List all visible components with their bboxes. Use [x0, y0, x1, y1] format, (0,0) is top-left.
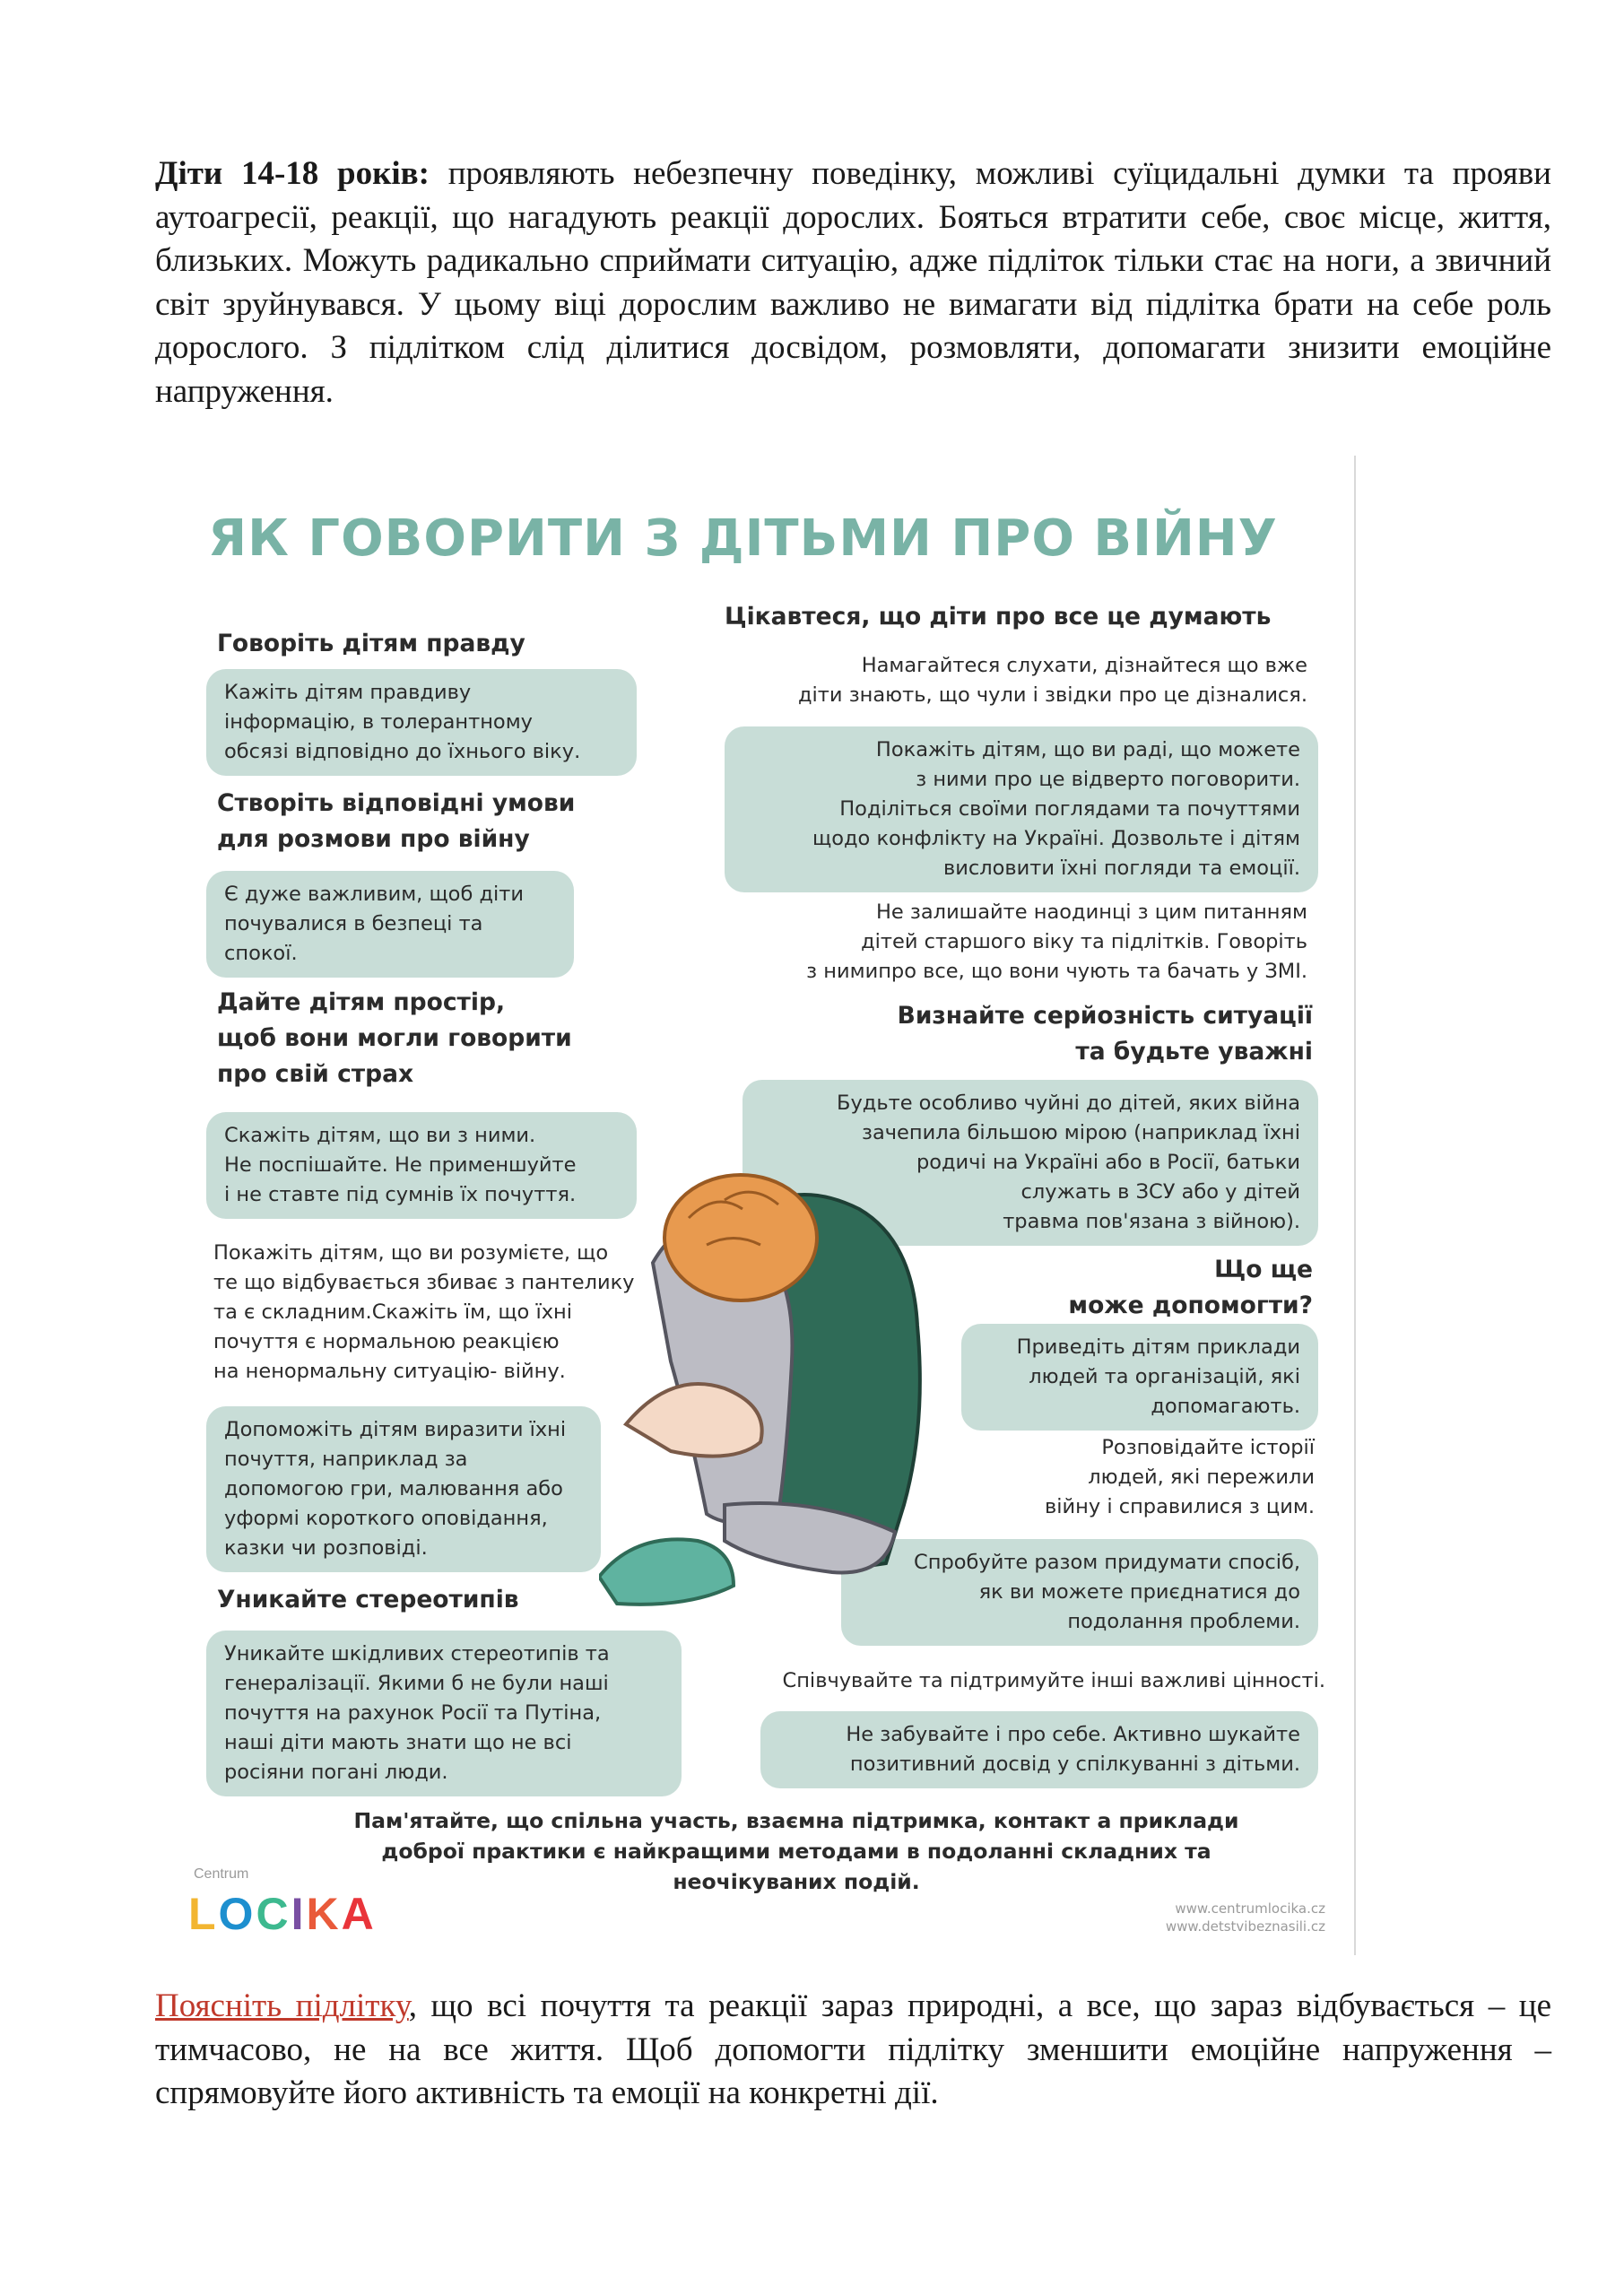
outro-text: , що всі почуття та реакції зараз природні, а все, що зараз відбувається – це тимчасово, не на все життя. Щоб допомогти підлітку зменшити емоційне напруження – спрямовуйте його активність та емоції на конкретні дії.	[155, 1987, 1552, 2111]
right-box-sensitive: Будьте особливо чуйні до дітей, яких війна зачепила більшою мірою (наприклад їхні родичі на Україні або в Росії, батьки служать в ЗСУ або у дітей травма пов'язана з війною).	[743, 1080, 1318, 1246]
right-box-yourself: Не забувайте і про себе. Активно шукайте позитивний досвід у спілкуванні з дітьми.	[760, 1711, 1318, 1788]
poster-edge	[1354, 456, 1356, 1955]
left-box-safety: Є дуже важливим, щоб діти почувалися в безпеці та спокої.	[206, 871, 574, 978]
right-box-examples: Приведіть дітям приклади людей та організацій, які допомагають.	[961, 1324, 1318, 1431]
logo-letter-3: C	[256, 1889, 291, 1939]
right-box-together: Спробуйте разом придумати спосіб, як ви можете приєднатися до подолання проблеми.	[841, 1539, 1318, 1646]
left-text-understand: Покажіть дітям, що ви розумієте, що те що відбувається збиває з пантелику та є складним.Скажіть їм, що їхні почуття є нормальною реакцією на ненормальну ситуацію- війну.	[213, 1241, 635, 1383]
poster-urls: www.centrumlocika.cz www.detstvibeznasili.cz	[1165, 1900, 1325, 1935]
logo-letter-4: I	[291, 1889, 307, 1939]
logo-letter-1: L	[188, 1889, 219, 1939]
logo-caption: Centrum	[194, 1866, 249, 1882]
logo-letter-5: K	[306, 1889, 342, 1939]
left-heading-stereotypes: Уникайте стереотипів	[217, 1586, 519, 1613]
left-box-stereotypes: Уникайте шкідливих стереотипів та генералізації. Якими б не були наші почуття на рахунок Росії та Путіна, наші діти мають знати що не всі росіяни погані люди.	[206, 1631, 682, 1796]
left-box-truth: Кажіть дітям правдиву інформацію, в толерантному обсязі відповідно до їхнього віку.	[206, 669, 637, 776]
intro-text: проявляють небезпечну поведінку, можливі суїцидальні думки та прояви аутоагресії, реакції, що нагадують реакції дорослих. Бояться втратити себе, своє місце, життя, близьких. Можуть радикально сприймати ситуацію, адже підліток тільки стає на ноги, а звичний світ зруйнувався. У цьому віці дорослим важливо не вимагати від підлітка брати на себе роль дорослого. З підлітком слід ділитися досвідом, розмовляти, допомагати знизити емоційне напруження.	[155, 155, 1551, 410]
left-heading-truth: Говоріть дітям правду	[217, 630, 525, 657]
right-heading-what-else: Що ще може допомогти?	[1068, 1256, 1313, 1319]
right-text-teens: Не залишайте наодинці з цим питанням дітей старшого віку та підлітків. Говоріть з нимипро все, що вони чують та бачать у ЗМІ.	[806, 900, 1307, 983]
left-box-express: Допоможіть дітям виразити їхні почуття, наприклад за допомогою гри, малювання або уформі короткого оповідання, казки чи розповіді.	[206, 1406, 601, 1572]
child-illustration	[599, 1155, 985, 1639]
right-text-empathy: Співчувайте та підтримуйте інші важливі цінності.	[782, 1669, 1325, 1692]
explain-teen-link[interactable]: Поясніть підлітку	[155, 1987, 409, 2024]
left-heading-space: Дайте дітям простір, щоб вони могли говорити про свій страх	[217, 988, 572, 1088]
logo-letter-6: A	[341, 1889, 377, 1939]
child-socks	[599, 1539, 734, 1605]
infographic-poster	[169, 456, 1354, 1955]
left-box-with-them: Скажіть дітям, що ви з ними. Не поспішайте. Не применшуйте і не ставте під сумнів їх почуття.	[206, 1112, 637, 1219]
right-text-listen: Намагайтеся слухати, дізнайтеся що вже діти знають, що чули і звідки про це дізналися.	[798, 654, 1307, 707]
left-heading-conditions: Створіть відповідні умови для розмови про війну	[217, 789, 576, 853]
outro-paragraph	[155, 1985, 1551, 2116]
poster-footer: Пам'ятайте, що спільна участь, взаємна підтримка, контакт а приклади доброї практики є найкращими методами в подоланні складних та неочікуваних подій.	[353, 1808, 1239, 1894]
logo-letter-2: O	[218, 1889, 256, 1939]
intro-age-label: Діти 14-18 років:	[155, 155, 430, 192]
intro-paragraph	[155, 152, 1551, 413]
right-heading-curious: Цікавтеся, що діти про все це думають	[725, 603, 1272, 631]
right-heading-seriousness: Визнайте серйозність ситуації та будьте уважні	[897, 1002, 1313, 1065]
poster-title: ЯК ГОВОРИТИ З ДІТЬМИ ПРО ВІЙНУ	[208, 509, 1278, 568]
right-box-glad: Покажіть дітям, що ви раді, що можете з ними про це відверто поговорити. Поділіться своїми поглядами та почуттями щодо конфлікту на Україні. Дозвольте і дітям висловити їхні погляди та емоції.	[725, 726, 1318, 892]
right-text-stories: Розповідайте історії людей, які пережили війну і справилися з цим.	[1045, 1436, 1315, 1518]
locika-logo	[188, 1886, 413, 1940]
logo-text	[188, 1889, 377, 1939]
